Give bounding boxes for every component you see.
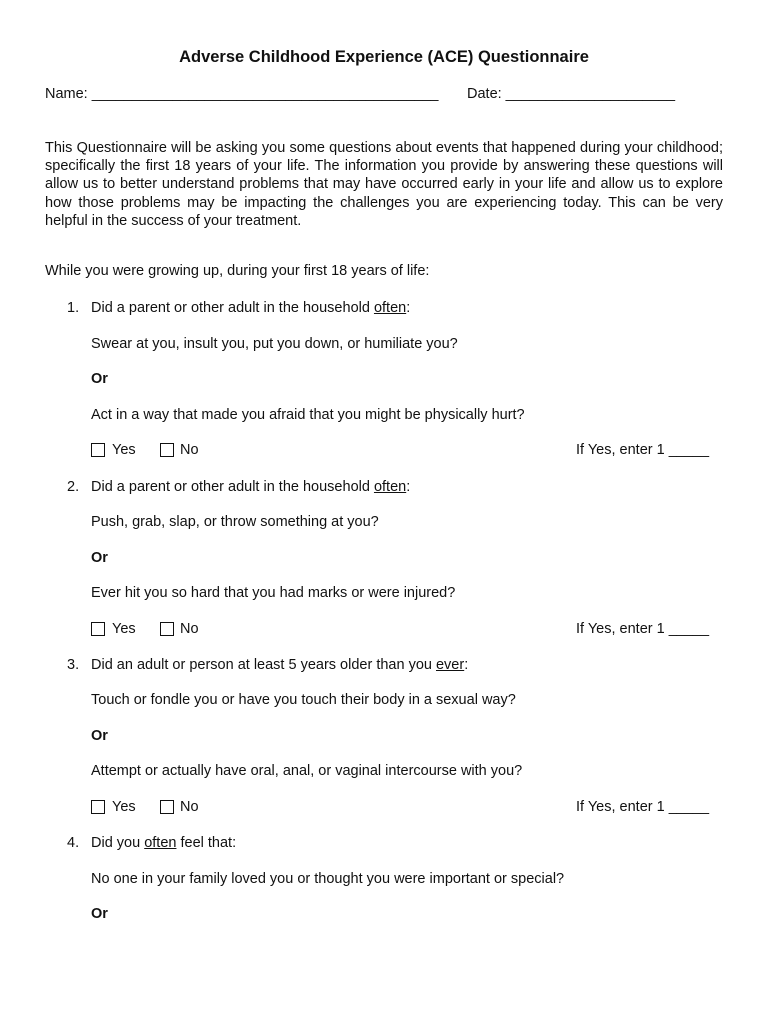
no-checkbox[interactable] <box>160 800 174 814</box>
score-entry[interactable]: If Yes, enter 1 _____ <box>576 442 710 458</box>
question-item-a: No one in your family loved you or thought you were important or special? <box>91 871 565 887</box>
stem-suffix: : <box>406 479 411 495</box>
stem-emphasis: often <box>373 300 407 316</box>
yes-checkbox[interactable] <box>91 800 105 814</box>
question-item-a: Swear at you, insult you, put you down, or humiliate you? <box>91 336 458 352</box>
or-label: Or <box>91 728 108 744</box>
score-entry[interactable]: If Yes, enter 1 _____ <box>576 621 710 637</box>
yes-checkbox[interactable] <box>91 622 105 636</box>
question-stem <box>91 835 236 852</box>
yes-label: Yes <box>112 621 136 637</box>
stem-suffix: : <box>464 657 469 673</box>
or-label: Or <box>91 550 108 566</box>
yes-checkbox[interactable] <box>91 443 105 457</box>
question-number: 2. <box>67 479 80 495</box>
no-label: No <box>180 799 199 815</box>
no-label: No <box>180 621 199 637</box>
intro-paragraph: This Questionnaire will be asking you some questions about events that happened during your childhood; specifically the first 18 years of your life. The information you provide by answering these questions will allow us to better understand problems that may have occurred early in your life and allow us to explore how those problems may be impacting the challenges you are experiencing today. This can be very helpful in the success of your treatment. <box>45 140 723 229</box>
question-item-a: Touch or fondle you or have you touch their body in a sexual way? <box>91 692 516 708</box>
question-number: 4. <box>67 835 80 851</box>
yes-label: Yes <box>112 442 136 458</box>
page-title: Adverse Childhood Experience (ACE) Questionnaire <box>179 48 589 66</box>
question-stem <box>91 300 410 317</box>
no-checkbox[interactable] <box>160 443 174 457</box>
stem-text: Did a parent or other adult in the household <box>91 300 374 316</box>
or-label: Or <box>91 906 108 922</box>
question-stem <box>91 657 468 674</box>
stem-emphasis: often <box>144 835 177 851</box>
question-item-b: Attempt or actually have oral, anal, or vaginal intercourse with you? <box>91 763 523 779</box>
stem-suffix: feel that: <box>176 835 237 851</box>
question-item-b: Ever hit you so hard that you had marks or were injured? <box>91 585 456 601</box>
name-field[interactable]: Name: ___________________________________________ <box>45 86 439 102</box>
stem-text: Did an adult or person at least 5 years older than you <box>91 657 436 673</box>
stem-emphasis: ever <box>435 657 465 673</box>
question-number: 3. <box>67 657 80 673</box>
stem-emphasis: often <box>373 479 407 495</box>
no-label: No <box>180 442 199 458</box>
question-stem <box>91 479 410 496</box>
stem-text: Did a parent or other adult in the household <box>91 479 374 495</box>
score-entry[interactable]: If Yes, enter 1 _____ <box>576 799 710 815</box>
stem-text: Did you <box>91 835 145 851</box>
date-field[interactable]: Date: _____________________ <box>467 86 676 102</box>
question-item-b: Act in a way that made you afraid that you might be physically hurt? <box>91 407 525 423</box>
stem-suffix: : <box>406 300 411 316</box>
lead-text: While you were growing up, during your first 18 years of life: <box>45 263 430 279</box>
question-item-a: Push, grab, slap, or throw something at you? <box>91 514 379 530</box>
question-number: 1. <box>67 300 80 316</box>
no-checkbox[interactable] <box>160 622 174 636</box>
or-label: Or <box>91 371 108 387</box>
yes-label: Yes <box>112 799 136 815</box>
